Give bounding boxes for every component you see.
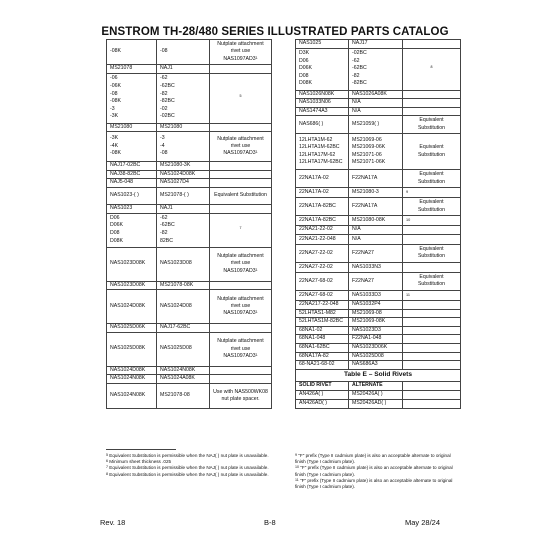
table-cell: 52LHTAS1M-82BC — [296, 318, 349, 327]
table-cell: NAS1025D08K — [107, 332, 157, 366]
table-row — [107, 375, 272, 384]
table-cell: NAJ17-62BC — [157, 324, 210, 333]
note-cell: Equivalent Substitution — [210, 187, 272, 204]
table-cell: AN426A( ) — [296, 390, 349, 399]
table-cell: 68NA1-048 — [296, 335, 349, 344]
table-cell: 22NA17A-02 — [296, 188, 349, 198]
table-cell: -08K — [107, 40, 157, 65]
footnote-ref: 7 — [210, 213, 272, 247]
table-cell: NAS686( ) — [296, 116, 349, 134]
footnote-ref: 11 — [403, 290, 461, 300]
table-cell: NAS1023D08K — [107, 281, 157, 290]
table-cell: 22NA27-68-02 — [296, 272, 349, 290]
table-e-title: Table E – Solid Rivets — [296, 369, 461, 381]
table-row — [296, 361, 461, 370]
footnote: $^{10}$ "F" prefix (Type II cadmium plate) is also an acceptable alternate to original finish (Type I cadmium plate). — [295, 465, 453, 477]
table-cell: 68-NA21-68-02 — [296, 361, 349, 370]
note-cell: Nutplate attachment rivet use $NAS1097AD3^1$ — [210, 40, 272, 65]
table-cell: NAS1025 — [296, 40, 349, 49]
table-row — [107, 324, 272, 333]
right-parts-table — [295, 39, 461, 409]
table-cell: 22NA21-22-02 — [296, 226, 349, 235]
table-cell: NAS1474A3 — [296, 107, 349, 116]
table-cell: NAS1024D08K — [157, 170, 210, 179]
page-number: B-8 — [264, 518, 276, 527]
footnotes-left — [106, 453, 271, 478]
table-cell: -02BC -62 -62BC -82 -82BC — [349, 48, 403, 90]
table-row — [296, 309, 461, 318]
table-row — [296, 40, 461, 49]
note-cell: Equivalent Substitution — [403, 244, 461, 262]
table-cell: MS21080-3 — [349, 188, 403, 198]
left-parts-table — [106, 39, 272, 409]
note-cell: Equivalent Substitution — [403, 134, 461, 170]
table-row — [107, 213, 272, 247]
table-cell: -06 -06K -08 -08K -3 -3K — [107, 73, 157, 123]
table-row — [296, 244, 461, 262]
table-cell: 22NA217-22-048 — [296, 300, 349, 309]
table-cell: NAS1024N08K — [107, 375, 157, 384]
note-cell: Equivalent Substitution — [403, 170, 461, 188]
table-cell: -3K -4K -08K — [107, 132, 157, 162]
table-cell: -62 -62BC -82 82BC — [157, 213, 210, 247]
note-cell: Equivalent Substitution — [403, 272, 461, 290]
table-cell: N/A — [349, 99, 403, 108]
table-cell: 52LHTAS1-M82 — [296, 309, 349, 318]
footnotes-right — [295, 453, 460, 490]
table-cell: NAJ17 — [349, 40, 403, 49]
table-cell: 68NA17A-82 — [296, 352, 349, 361]
table-cell: 22NA17A-82BC — [296, 198, 349, 216]
table-row — [296, 352, 461, 361]
table-row — [107, 281, 272, 290]
table-row — [107, 179, 272, 188]
table-cell: -62 -62BC -82 -82BC -02 -02BC — [157, 73, 210, 123]
table-cell: F22NA17A — [349, 170, 403, 188]
table-cell: NAS1033D3 — [349, 290, 403, 300]
table-row — [107, 162, 272, 171]
footnote: $^5$ Equivalent Substitution is permissible when the NAJ( ) nut plate is unavailable. — [106, 453, 269, 458]
table-cell: MS21080 — [157, 123, 210, 132]
table-cell: NAS1023 — [107, 204, 157, 213]
table-row — [107, 170, 272, 179]
table-cell: 22NA17A-02 — [296, 170, 349, 188]
table-e-header-row — [296, 381, 461, 390]
note-cell: Equivalent Substitution — [403, 198, 461, 216]
table-cell: NAS686A3 — [349, 361, 403, 370]
footnote-rule — [106, 449, 176, 450]
table-cell: 22NA27-22-02 — [296, 244, 349, 262]
table-cell: NAS1025D08 — [157, 332, 210, 366]
revision-date: May 28/24 — [405, 518, 441, 527]
table-row — [296, 170, 461, 188]
table-cell: NAS1024A08K — [157, 375, 210, 384]
table-cell: D3K D06 D06K D08 D08K — [296, 48, 349, 90]
table-row — [296, 188, 461, 198]
table-cell: NAS1023D08K — [107, 247, 157, 281]
note-cell: Nutplate attachment rivet use $NAS1097AD3^1$ — [210, 132, 272, 162]
footnote: $^8$ Equivalent Substitution is permissible when the NAJ( ) nut plate is unavailable. — [106, 471, 269, 477]
table-cell: 12LHTA1M-62 12LHTA1M-62BC 12LHTA17M-62 12LHTA17M-62BC — [296, 134, 349, 170]
table-row — [107, 65, 272, 74]
table-cell: NAJ38-82BC — [107, 170, 157, 179]
table-row — [296, 90, 461, 99]
note-cell: Nutplate attachment rivet use $NAS1097AD3^1$ — [210, 332, 272, 366]
table-cell: MS21078 — [107, 65, 157, 74]
table-row — [296, 116, 461, 134]
table-row — [107, 73, 272, 123]
table-cell: NAS1025D06K — [107, 324, 157, 333]
table-row — [107, 123, 272, 132]
table-cell: NAS1033N06 — [296, 99, 349, 108]
table-row — [107, 332, 272, 366]
table-cell: NAS1026A08K — [349, 90, 403, 99]
table-row — [107, 290, 272, 324]
table-cell: MS21078-08K — [157, 281, 210, 290]
table-cell: N/A — [349, 226, 403, 235]
table-cell: 22NA17A-82BC — [296, 216, 349, 226]
table-row — [296, 48, 461, 90]
note-cell: Nutplate attachment rivet use $NAS1097AD3^1$ — [210, 290, 272, 324]
table-row — [296, 318, 461, 327]
table-cell: NAS1027D4 — [157, 179, 210, 188]
table-row — [296, 234, 461, 244]
table-cell: 68NA1-02 — [296, 326, 349, 335]
table-cell: NAS1032P4 — [349, 300, 403, 309]
table-cell: MS21069-08K — [349, 318, 403, 327]
table-cell: NAS1024D08K — [107, 290, 157, 324]
table-row — [296, 300, 461, 309]
table-row — [107, 132, 272, 162]
table-cell: 68NA1-62BC — [296, 343, 349, 352]
table-cell: NAJ5-048 — [107, 179, 157, 188]
table-row — [296, 262, 461, 272]
column-header: ALTERNATE — [349, 381, 403, 390]
table-cell: -08 — [157, 40, 210, 65]
table-cell: F22NA27 — [349, 244, 403, 262]
table-cell: NAS1025D08 — [349, 352, 403, 361]
table-row — [107, 40, 272, 65]
table-cell: NAS1023D08 — [157, 247, 210, 281]
table-cell: F22NA17A — [349, 198, 403, 216]
table-row — [296, 399, 461, 408]
table-cell: F22NA1-048 — [349, 335, 403, 344]
note-cell: Nutplate attachment rivet use $NAS1097AD3^1$ — [210, 247, 272, 281]
table-cell: N/A — [349, 234, 403, 244]
footnote-ref: 8 — [403, 48, 461, 90]
table-row — [296, 226, 461, 235]
table-cell: MS21059( ) — [349, 116, 403, 134]
footnote: $^9$ "F" prefix (Type II cadmium plate) is also an acceptable alternate to original finish (Type I cadmium plate). — [295, 453, 451, 465]
table-cell: NAS1024N08K — [157, 366, 210, 375]
footnote-ref: 9 — [403, 188, 461, 198]
revision-label: Rev. 18 — [100, 518, 126, 527]
footnote: $^7$ Equivalent Substitution is permissible when the NAJ( ) nut plate is unavailable. — [106, 465, 269, 471]
table-cell: N/A — [349, 107, 403, 116]
table-row — [296, 198, 461, 216]
table-cell: F22NA27 — [349, 272, 403, 290]
table-cell: NAJ1 — [157, 65, 210, 74]
table-row — [296, 290, 461, 300]
note-cell: Equivalent Substitution — [403, 116, 461, 134]
table-cell: MS21069-08 — [349, 309, 403, 318]
table-cell: NAS1024N08K — [107, 383, 157, 408]
table-row — [107, 366, 272, 375]
table-row — [296, 107, 461, 116]
table-cell: MS20426A( ) — [349, 390, 403, 399]
table-cell: MS21080-3K — [157, 162, 210, 171]
table-cell: MS21069-06 MS21069-06K MS21071-06 MS21071-06K — [349, 134, 403, 170]
table-cell: NAS1033N3 — [349, 262, 403, 272]
table-row — [296, 326, 461, 335]
table-row — [296, 216, 461, 226]
table-row — [107, 383, 272, 408]
table-cell: MS21080 — [107, 123, 157, 132]
table-cell: NAS1023-( ) — [107, 187, 157, 204]
page-title: ENSTROM TH-28/480 SERIES ILLUSTRATED PARTS CATALOG — [101, 26, 449, 38]
column-header: SOLID RIVET — [296, 381, 349, 390]
table-row — [296, 335, 461, 344]
footnote-ref: 10 — [403, 216, 461, 226]
table-cell: AN426AD( ) — [296, 399, 349, 408]
table-cell: NAS1026N08K — [296, 90, 349, 99]
table-cell: MS21080-08K — [349, 216, 403, 226]
table-cell: NAJ1 — [157, 204, 210, 213]
table-cell: 22NA21-22-048 — [296, 234, 349, 244]
note-cell: Use with NAS500WK08 nut plate spacer. — [210, 383, 272, 408]
table-row — [296, 134, 461, 170]
table-cell: 22NA27-22-02 — [296, 262, 349, 272]
table-row — [296, 99, 461, 108]
table-cell: NAS1024D08K — [107, 366, 157, 375]
table-cell: D06 D06K D08 D08K — [107, 213, 157, 247]
table-cell: MS21078-( ) — [157, 187, 210, 204]
table-cell: NAJ17-02BC — [107, 162, 157, 171]
table-cell: NAS1023D06K — [349, 343, 403, 352]
table-row — [296, 343, 461, 352]
table-row — [296, 390, 461, 399]
table-cell: 22NA27-68-02 — [296, 290, 349, 300]
table-row — [296, 272, 461, 290]
table-row — [107, 247, 272, 281]
table-cell: MS21078-08 — [157, 383, 210, 408]
table-cell: MS20426AD( ) — [349, 399, 403, 408]
footnote: $^6$ Minimum sheet thickness .025 — [106, 459, 172, 465]
table-cell: NAS1024D08 — [157, 290, 210, 324]
table-e-title-row — [296, 369, 461, 381]
footnote: $^{11}$ "F" prefix (Type II cadmium plate) is also an acceptable alternate to original finish (Type I cadmium plate). — [295, 477, 453, 490]
table-row — [107, 204, 272, 213]
table-row — [107, 187, 272, 204]
table-cell: NAS1023D3 — [349, 326, 403, 335]
footnote-ref: 5 — [210, 73, 272, 123]
table-cell: -3 -4 -08 — [157, 132, 210, 162]
